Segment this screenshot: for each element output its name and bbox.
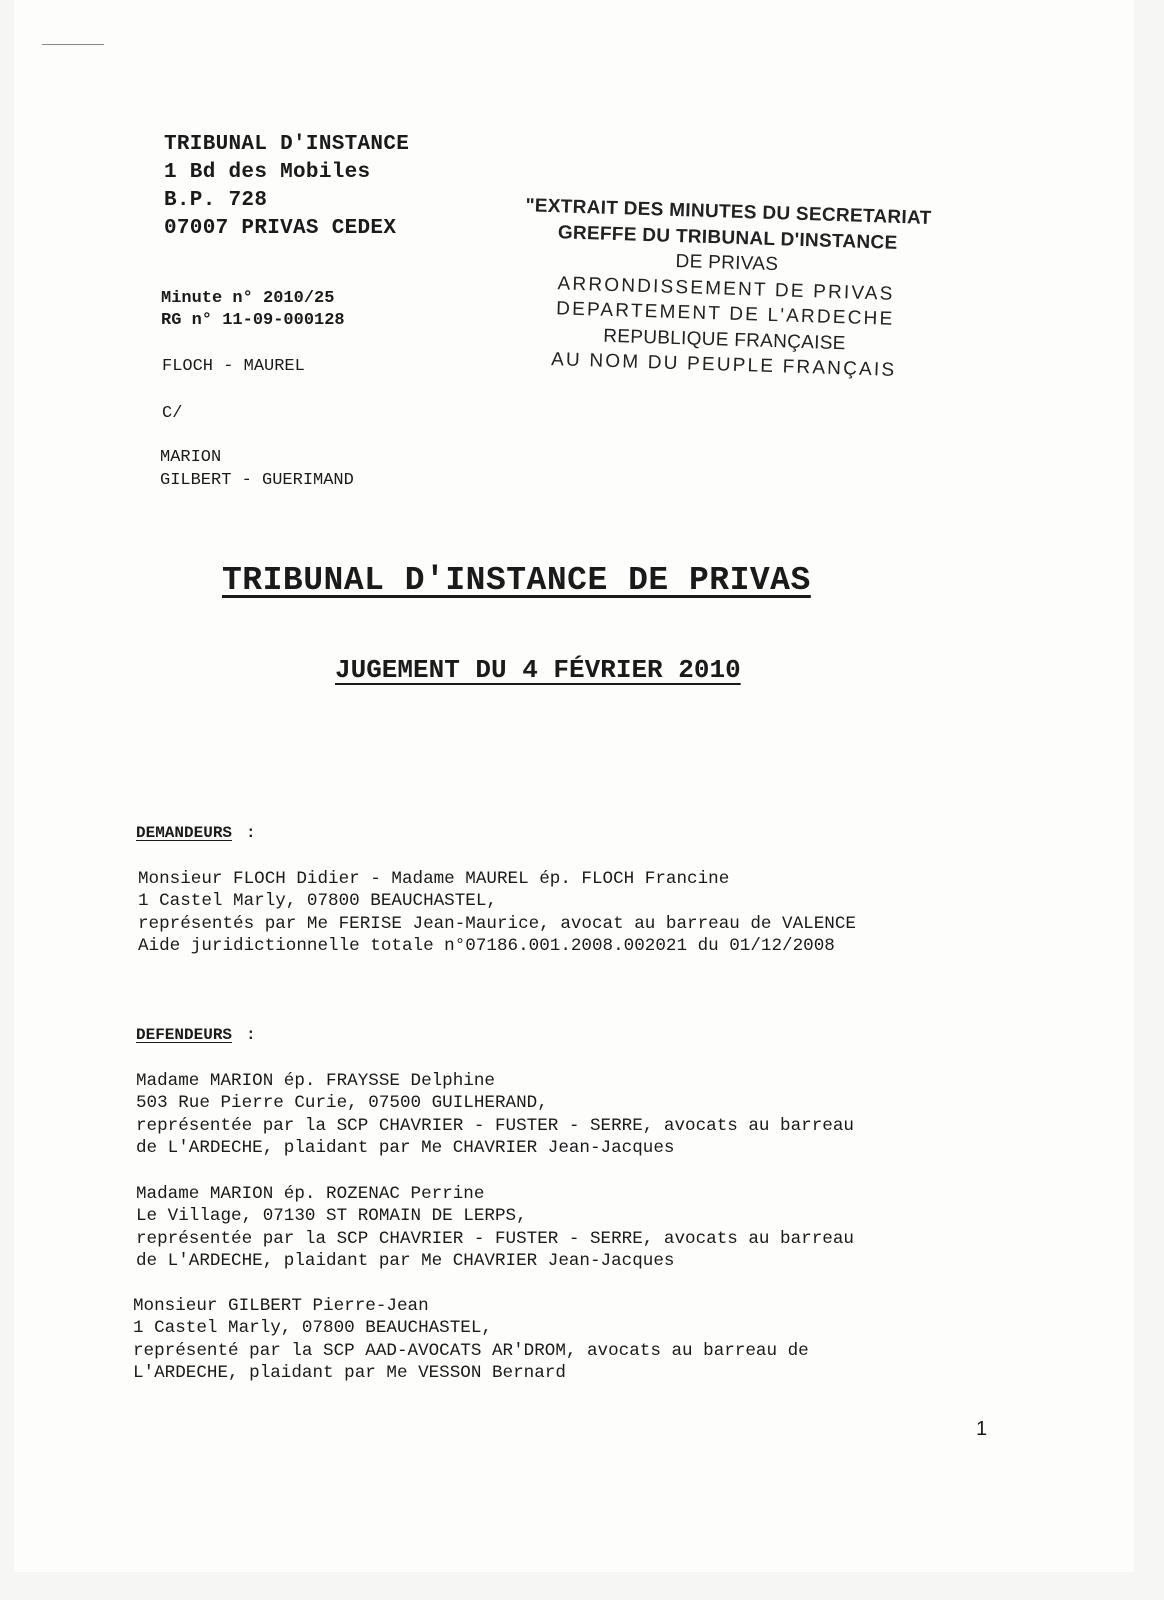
margin-mark (42, 44, 104, 45)
defendeur-paragraph-2 (136, 1183, 854, 1272)
defendeur-line: Madame MARION ép. FRAYSSE Delphine (136, 1071, 495, 1091)
registry-stamp (513, 193, 938, 385)
defendeur-line: représenté par la SCP AAD-AVOCATS AR'DROM, avocats au barreau de (133, 1340, 809, 1361)
defendeur-paragraph-1 (136, 1070, 854, 1159)
defendeur-line: L'ARDECHE, plaidant par Me VESSON Bernard (133, 1362, 566, 1383)
defendeur-line: Le Village, 07130 ST ROMAIN DE LERPS, (136, 1206, 527, 1227)
document-page (14, 0, 1134, 1572)
demandeurs-line: représentés par Me FERISE Jean-Maurice, avocat au barreau de VALENCE (138, 913, 856, 934)
defendeur-line: de L'ARDECHE, plaidant par Me CHAVRIER Jean-Jacques (136, 1250, 675, 1271)
page-title: TRIBUNAL D'INSTANCE DE PRIVAS (222, 562, 811, 599)
stamp-line-5: DEPARTEMENT DE L'ARDECHE (555, 298, 895, 330)
defendeur-line: de L'ARDECHE, plaidant par Me CHAVRIER Jean-Jacques (136, 1137, 675, 1158)
defendeurs-label: DEFENDEURS (136, 1026, 233, 1044)
defendants-short-2: GILBERT - GUERIMAND (160, 471, 354, 490)
defendeurs-heading (136, 1026, 256, 1044)
minute-number: Minute n° 2010/25 (161, 289, 335, 308)
defendeurs-colon: : (246, 1026, 256, 1044)
court-po-box: B.P. 728 (164, 189, 268, 212)
demandeurs-paragraph (138, 868, 856, 957)
case-reference-block (161, 288, 345, 332)
demandeurs-heading (136, 824, 256, 842)
stamp-line-4: ARRONDISSEMENT DE PRIVAS (557, 272, 895, 305)
defendeur-line: 1 Castel Marly, 07800 BEAUCHASTEL, (133, 1318, 492, 1339)
demandeurs-label: DEMANDEURS (136, 824, 233, 842)
stamp-line-1: "EXTRAIT DES MINUTES DU SECRETARIAT (525, 195, 932, 229)
demandeurs-line: Monsieur FLOCH Didier - Madame MAUREL ép. FLOCH Francine (138, 869, 730, 889)
demandeurs-line: Aide juridictionnelle totale n°07186.001.2008.002021 du 01/12/2008 (138, 935, 835, 956)
stamp-line-2: GREFFE DU TRIBUNAL D'INSTANCE (557, 221, 898, 254)
stamp-line-3: DE PRIVAS (675, 250, 779, 276)
demandeurs-colon: : (246, 824, 256, 842)
court-address-block (164, 131, 409, 243)
defendants-short-block (160, 446, 354, 492)
plaintiffs-short: FLOCH - MAUREL (162, 357, 305, 376)
defendeur-paragraph-3 (133, 1295, 809, 1384)
defendeur-line: Madame MARION ép. ROZENAC Perrine (136, 1184, 485, 1204)
versus-marker: C/ (162, 404, 183, 423)
court-street: 1 Bd des Mobiles (164, 161, 371, 184)
defendeur-line: Monsieur GILBERT Pierre-Jean (133, 1296, 429, 1316)
demandeurs-line: 1 Castel Marly, 07800 BEAUCHASTEL, (138, 891, 497, 912)
defendeur-line: représentée par la SCP CHAVRIER - FUSTER - SERRE, avocats au barreau (136, 1115, 854, 1136)
defendeur-line: 503 Rue Pierre Curie, 07500 GUILHERAND, (136, 1093, 548, 1114)
stamp-line-6: REPUBLIQUE FRANÇAISE (602, 325, 847, 354)
judgment-date-title: JUGEMENT DU 4 FÉVRIER 2010 (335, 655, 741, 685)
page-number: 1 (976, 1418, 988, 1440)
court-name: TRIBUNAL D'INSTANCE (164, 133, 410, 156)
defendeur-line: représentée par la SCP CHAVRIER - FUSTER - SERRE, avocats au barreau (136, 1228, 854, 1249)
rg-number: RG n° 11-09-000128 (161, 311, 345, 330)
court-city: 07007 PRIVAS CEDEX (164, 217, 397, 240)
defendants-short-1: MARION (160, 448, 222, 467)
stamp-line-7: AU NOM DU PEUPLE FRANÇAIS (550, 349, 897, 381)
